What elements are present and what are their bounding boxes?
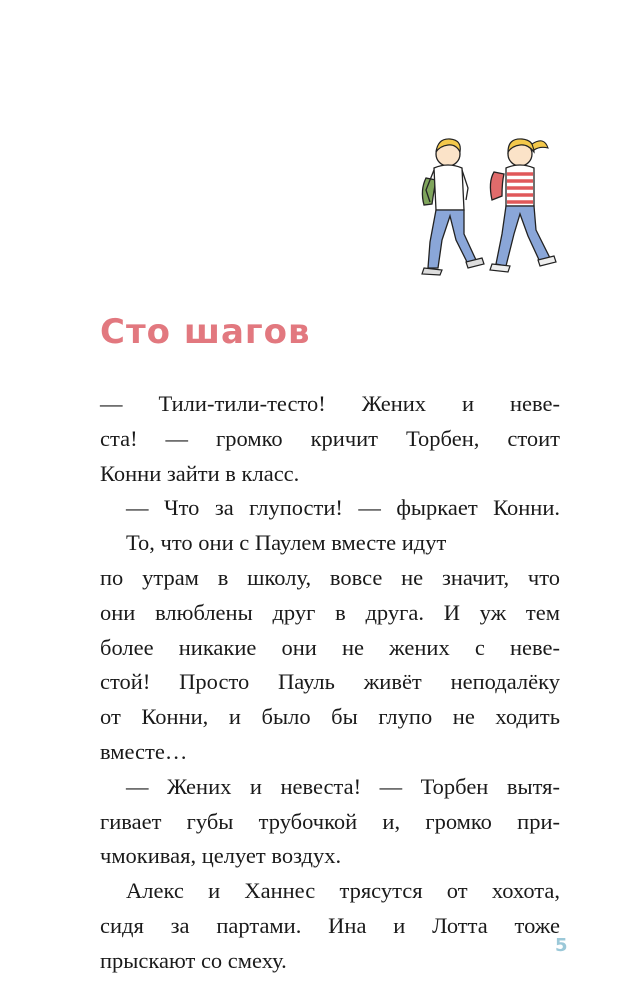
text-line: от Конни, и было бы глупо не ходить [100,704,560,730]
text-line: они влюблены друг в друга. И уж тем [100,599,560,625]
text-line: стой! Просто Пауль живёт неподалёку [100,669,560,695]
text-line: сидя за партами. Ина и Лотта тоже [100,912,560,938]
text-line: чмокивая, целует воздух. [100,843,342,869]
girl-figure [490,139,556,272]
boy-figure [422,139,484,275]
text-line: То, что они с Паулем вместе идут [126,530,447,556]
text-line: Конни зайти в класс. [100,460,300,486]
children-illustration [410,130,560,280]
text-line: гивает губы трубочкой и, громко при- [100,808,560,834]
text-line: — Жених и невеста! — Торбен вытя- [126,773,560,799]
text-line: Алекс и Ханнес трясутся от хохота, [126,878,560,904]
text-line: ста! — громко кричит Торбен, стоит [100,425,560,451]
chapter-title: Сто шагов [100,312,311,352]
body-text [100,387,560,979]
text-line: — Тили-тили-тесто! Жених и неве- [100,391,560,416]
text-line: более никакие они не жених с неве- [100,634,560,660]
page-number: 5 [555,935,568,956]
text-line: — Что за глупости! — фыркает Конни. [126,495,560,521]
text-line: вместе… [100,738,188,764]
text-line: прыскают со смеху. [100,947,287,973]
text-line: по утрам в школу, вовсе не значит, что [100,564,560,590]
